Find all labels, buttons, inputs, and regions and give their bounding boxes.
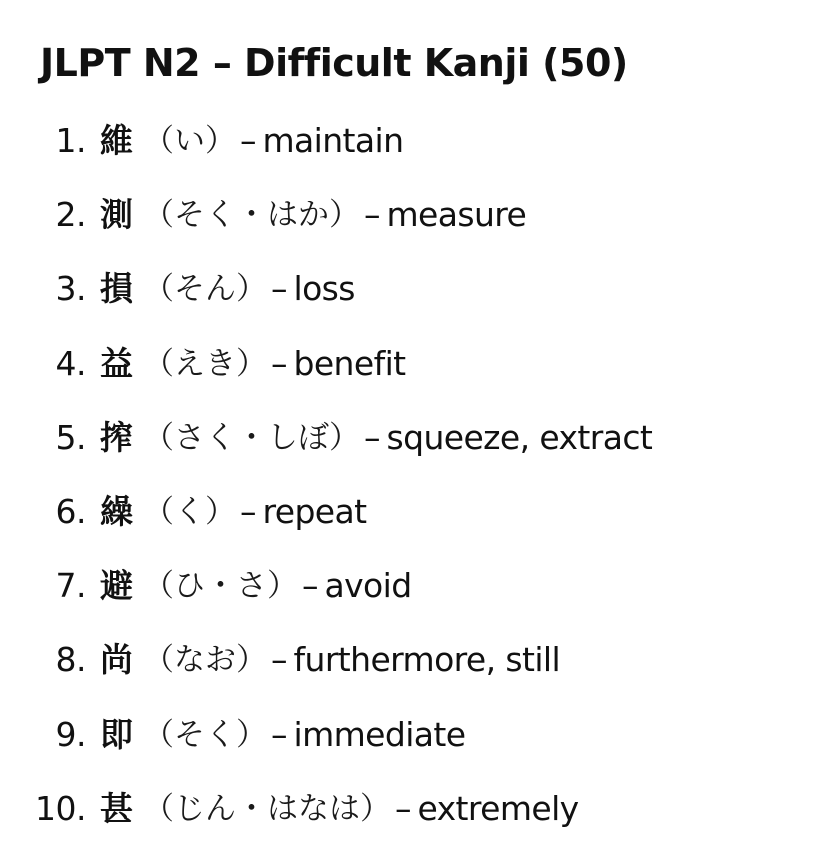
item-meaning: furthermore, still bbox=[293, 640, 561, 680]
list-item bbox=[0, 190, 652, 264]
item-meaning: squeeze, extract bbox=[386, 417, 653, 457]
item-meaning: extremely bbox=[417, 788, 579, 828]
item-dash: – bbox=[271, 714, 288, 754]
list-item bbox=[0, 116, 652, 190]
item-reading: （い） bbox=[143, 123, 236, 159]
item-kanji: 益 bbox=[100, 343, 133, 383]
item-kanji: 繰 bbox=[100, 491, 133, 531]
item-kanji: 測 bbox=[100, 195, 133, 235]
item-kanji: 避 bbox=[100, 566, 133, 606]
item-number: 1. bbox=[55, 121, 86, 160]
item-dash: – bbox=[302, 566, 319, 606]
item-meaning: repeat bbox=[262, 491, 367, 531]
list-item bbox=[0, 710, 652, 784]
list-item bbox=[0, 784, 652, 858]
item-number: 5. bbox=[55, 417, 86, 457]
item-number: 10. bbox=[35, 788, 86, 828]
item-dash: – bbox=[240, 121, 257, 160]
item-reading: （そく・はか） bbox=[143, 197, 360, 234]
item-meaning: immediate bbox=[293, 714, 466, 754]
item-dash: – bbox=[240, 491, 257, 531]
item-kanji: 尚 bbox=[100, 640, 133, 680]
item-kanji: 甚 bbox=[100, 788, 133, 828]
item-kanji: 維 bbox=[100, 121, 133, 160]
item-number: 6. bbox=[55, 491, 86, 531]
item-number: 4. bbox=[55, 343, 86, 383]
item-number: 9. bbox=[55, 714, 86, 754]
list-item bbox=[0, 264, 652, 338]
item-dash: – bbox=[364, 417, 381, 457]
item-reading: （えき） bbox=[143, 345, 267, 382]
item-number: 7. bbox=[55, 566, 86, 606]
list-item bbox=[0, 339, 652, 413]
item-reading: （そん） bbox=[143, 271, 267, 308]
list-item bbox=[0, 487, 652, 561]
item-meaning: benefit bbox=[293, 343, 406, 383]
item-reading: （なお） bbox=[143, 642, 267, 679]
item-meaning: loss bbox=[293, 269, 355, 309]
item-dash: – bbox=[271, 343, 288, 383]
page-title: JLPT N2 – Difficult Kanji (50) bbox=[40, 41, 628, 85]
list-item bbox=[0, 413, 652, 487]
item-number: 3. bbox=[55, 269, 86, 309]
item-meaning: avoid bbox=[324, 566, 412, 606]
item-kanji: 即 bbox=[100, 714, 133, 754]
item-dash: – bbox=[271, 640, 288, 680]
item-kanji: 搾 bbox=[100, 417, 133, 457]
item-kanji: 損 bbox=[100, 269, 133, 309]
kanji-list bbox=[0, 116, 652, 858]
item-meaning: maintain bbox=[262, 121, 404, 160]
item-number: 8. bbox=[55, 640, 86, 680]
item-reading: （そく） bbox=[143, 716, 267, 753]
item-dash: – bbox=[364, 195, 381, 235]
item-reading: （じん・はなは） bbox=[143, 790, 391, 827]
item-reading: （ひ・さ） bbox=[143, 568, 298, 605]
item-reading: （さく・しぼ） bbox=[143, 419, 360, 456]
item-number: 2. bbox=[55, 195, 86, 235]
item-dash: – bbox=[271, 269, 288, 309]
list-item bbox=[0, 635, 652, 709]
item-dash: – bbox=[395, 788, 412, 828]
list-item bbox=[0, 561, 652, 635]
item-meaning: measure bbox=[386, 195, 527, 235]
item-reading: （く） bbox=[143, 493, 236, 530]
